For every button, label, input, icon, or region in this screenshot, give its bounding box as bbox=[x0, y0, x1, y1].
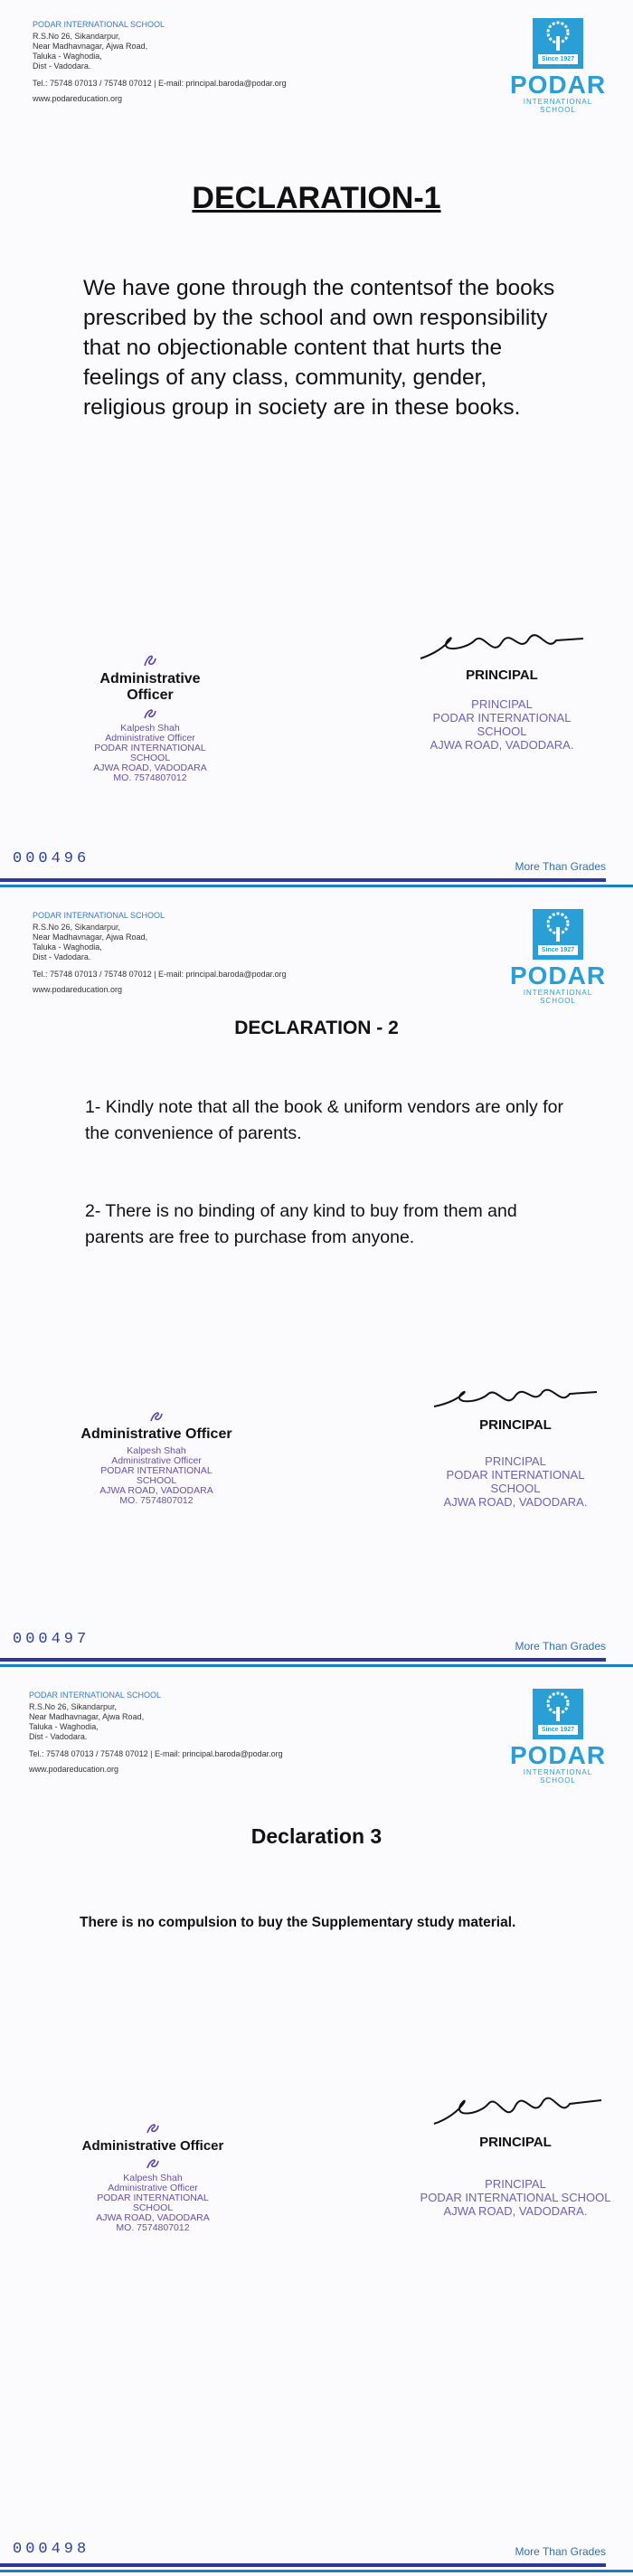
admin-officer-label: Administrative Officer bbox=[80, 1426, 232, 1442]
tree-icon: Since 1927 bbox=[533, 1689, 583, 1739]
address-line: Taluka - Waghodia, bbox=[33, 942, 102, 952]
page-title: Declaration 3 bbox=[250, 1824, 383, 1848]
contact-line: Tel.: 75748 07013 / 75748 07012 | E-mail: principal.baroda@podar.org bbox=[33, 970, 287, 979]
principal-stamp: PRINCIPAL PODAR INTERNATIONAL SCHOOL AJWA ROAD, VADODARA. bbox=[420, 2177, 611, 2218]
principal-label: PRINCIPAL bbox=[479, 1417, 552, 1433]
footer-bar bbox=[0, 2570, 633, 2572]
address-line: Taluka - Waghodia, bbox=[29, 1722, 99, 1731]
footer-bar bbox=[0, 878, 606, 882]
logo-subtitle: INTERNATIONAL SCHOOL bbox=[523, 989, 593, 1005]
logo-word: PODAR bbox=[509, 961, 607, 990]
initial-signature-icon bbox=[146, 1406, 167, 1426]
podar-logo bbox=[508, 18, 608, 114]
address-line: Dist - Vadodara. bbox=[33, 62, 91, 71]
footer bbox=[0, 2540, 633, 2576]
podar-logo bbox=[508, 1689, 608, 1785]
contact-line: Tel.: 75748 07013 / 75748 07012 | E-mail: principal.baroda@podar.org bbox=[29, 1749, 283, 1758]
declaration-page-2 bbox=[0, 891, 633, 1671]
initial-signature-icon bbox=[142, 2154, 164, 2174]
initial-signature-icon bbox=[139, 649, 161, 671]
admin-officer-label: Administrative Officer bbox=[99, 671, 201, 703]
letterhead-address bbox=[33, 20, 287, 104]
address-line: Near Madhavnagar, Ajwa Road, bbox=[33, 933, 148, 942]
address-line: Dist - Vadodara. bbox=[29, 1732, 88, 1741]
admin-officer-block bbox=[78, 649, 222, 783]
logo-subtitle: INTERNATIONAL SCHOOL bbox=[523, 98, 593, 114]
address-line: R.S.No 26, Sikandarpur, bbox=[33, 32, 121, 41]
podar-logo bbox=[508, 909, 608, 1005]
serial-number: 000496 bbox=[13, 850, 90, 867]
principal-stamp: PRINCIPAL PODAR INTERNATIONAL SCHOOL AJWA ROAD, VADODARA. bbox=[430, 697, 574, 752]
page-title: DECLARATION - 2 bbox=[234, 1018, 399, 1038]
footer bbox=[0, 855, 633, 891]
tree-icon: Since 1927 bbox=[533, 909, 583, 960]
address-line: Dist - Vadodara. bbox=[33, 952, 91, 961]
address-line: R.S.No 26, Sikandarpur, bbox=[29, 1702, 118, 1711]
website: www.podareducation.org bbox=[33, 94, 123, 103]
address-line: Taluka - Waghodia, bbox=[33, 52, 102, 61]
letterhead-address bbox=[33, 911, 287, 995]
declaration-body: There is no compulsion to buy the Supplementary study material. bbox=[80, 1915, 516, 1930]
footer-tagline: More Than Grades bbox=[515, 2545, 606, 2558]
serial-number: 000497 bbox=[13, 1631, 90, 1648]
principal-block bbox=[407, 622, 597, 752]
principal-stamp: PRINCIPAL PODAR INTERNATIONAL SCHOOL AJWA ROAD, VADODARA. bbox=[443, 1454, 588, 1509]
logo-word: PODAR bbox=[509, 71, 607, 99]
footer-bar bbox=[0, 885, 633, 887]
school-name: PODAR INTERNATIONAL SCHOOL bbox=[33, 20, 165, 29]
admin-stamp: Kalpesh Shah Administrative Officer PODAR INTERNATIONAL SCHOOL AJWA ROAD, VADODARA MO. 7574807012 bbox=[99, 1445, 213, 1506]
letterhead-address bbox=[29, 1690, 283, 1775]
footer-bar bbox=[0, 1664, 633, 1667]
footer-tagline: More Than Grades bbox=[515, 1640, 606, 1653]
admin-officer-block bbox=[80, 1406, 233, 1506]
footer bbox=[0, 1634, 633, 1671]
website: www.podareducation.org bbox=[33, 985, 123, 994]
serial-number: 000498 bbox=[13, 2541, 90, 2558]
declaration-point-1: 1- Kindly note that all the book & uniform vendors are only for the convenience of parents. bbox=[85, 1097, 563, 1143]
principal-signature-icon bbox=[425, 1379, 606, 1417]
page-title: DECLARATION-1 bbox=[192, 181, 441, 215]
declaration-point-2: 2- There is no binding of any kind to buy from them and parents are free to purchase from anyone. bbox=[85, 1201, 517, 1247]
website: www.podareducation.org bbox=[29, 1765, 119, 1774]
principal-block bbox=[420, 1379, 610, 1509]
address-line: Near Madhavnagar, Ajwa Road, bbox=[29, 1712, 145, 1721]
admin-officer-label: Administrative Officer bbox=[81, 2138, 224, 2154]
declaration-page-3 bbox=[0, 1671, 633, 2576]
tree-icon: Since 1927 bbox=[533, 18, 583, 69]
logo-subtitle: INTERNATIONAL SCHOOL bbox=[523, 1768, 593, 1785]
school-name: PODAR INTERNATIONAL SCHOOL bbox=[33, 911, 165, 920]
principal-signature-icon bbox=[411, 622, 592, 668]
footer-tagline: More Than Grades bbox=[515, 860, 606, 873]
logo-word: PODAR bbox=[509, 1741, 607, 1769]
contact-line: Tel.: 75748 07013 / 75748 07012 | E-mail: principal.baroda@podar.org bbox=[33, 79, 287, 88]
footer-bar bbox=[0, 1658, 606, 1662]
principal-label: PRINCIPAL bbox=[479, 2135, 552, 2150]
declaration-page-1 bbox=[0, 0, 633, 891]
admin-stamp: Kalpesh Shah Administrative Officer PODAR INTERNATIONAL SCHOOL AJWA ROAD, VADODARA MO. 7574807012 bbox=[96, 2173, 210, 2233]
initial-signature-icon bbox=[142, 2118, 164, 2138]
school-name: PODAR INTERNATIONAL SCHOOL bbox=[29, 1690, 162, 1700]
address-line: Near Madhavnagar, Ajwa Road, bbox=[33, 42, 148, 51]
declaration-body: We have gone through the contentsof the books prescribed by the school and own responsibility that no objectionable content that hurts the feelings of any class, community, gender, religious group in society are in these books. bbox=[83, 276, 555, 420]
initial-signature-icon bbox=[139, 704, 161, 724]
admin-officer-block bbox=[76, 2118, 230, 2233]
footer-bar bbox=[0, 2563, 606, 2567]
principal-label: PRINCIPAL bbox=[466, 668, 538, 683]
principal-signature-icon bbox=[425, 2082, 606, 2135]
admin-stamp: Kalpesh Shah Administrative Officer PODAR INTERNATIONAL SCHOOL AJWA ROAD, VADODARA MO. 7574807012 bbox=[93, 723, 207, 783]
address-line: R.S.No 26, Sikandarpur, bbox=[33, 923, 121, 932]
principal-block bbox=[416, 2082, 615, 2218]
